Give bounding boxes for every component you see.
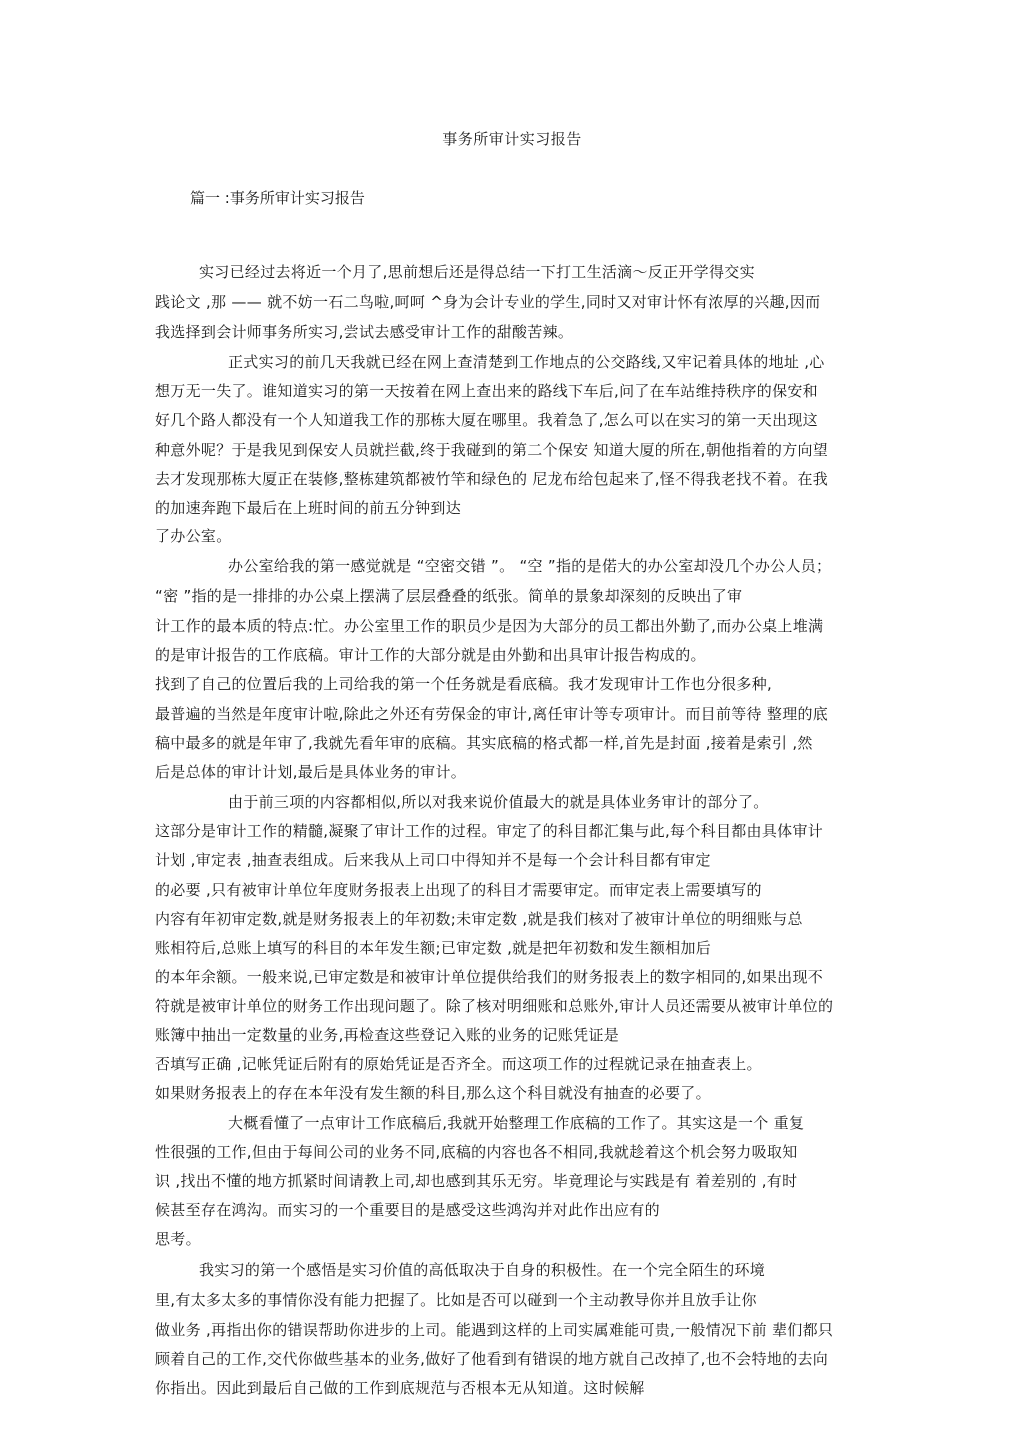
text-line: 内容有年初审定数,就是财务报表上的年初数;未审定数 ,就是我们核对了被审计单位的明细账与总 bbox=[155, 910, 803, 928]
text-line: 想万无一失了。谁知道实习的第一天按着在网上查出来的路线下车后,问了在车站维持秩序的保安和 bbox=[155, 382, 818, 400]
text-line: 的加速奔跑下最后在上班时间的前五分钟到达 bbox=[155, 499, 462, 517]
text-line: 做业务 ,再指出你的错误帮助你进步的上司。能遇到这样的上司实属难能可贵,一般情况下前 辈们都只 bbox=[155, 1321, 834, 1339]
text-line: 否填写正确 ,记帐凭证后附有的原始凭证是否齐全。而这项工作的过程就记录在抽查表上。 bbox=[155, 1055, 762, 1073]
text-line: 实习已经过去将近一个月了,思前想后还是得总结一下打工生活滴～反正开学得交实 bbox=[199, 263, 755, 281]
text-line: 顾着自己的工作,交代你做些基本的业务,做好了他看到有错误的地方就自己改掉了,也不会特地的去向 bbox=[155, 1350, 829, 1368]
text-line: 的必要 ,只有被审计单位年度财务报表上出现了的科目才需要审定。而审定表上需要填写的 bbox=[155, 881, 762, 899]
text-line: 大概看懂了一点审计工作底稿后,我就开始整理工作底稿的工作了。其实这是一个 重复 bbox=[228, 1114, 805, 1132]
text-line: 计划 ,审定表 ,抽查表组成。后来我从上司口中得知并不是每一个会计科目都有审定 bbox=[155, 851, 711, 869]
text-line: 办公室给我的第一感觉就是 “空密交错 ”。 “空 ”指的是偌大的办公室却没几个办公人员； bbox=[228, 557, 832, 575]
text-line: 这部分是审计工作的精髓,凝聚了审计工作的过程。审定了的科目都汇集与此,每个科目都由具体审计 bbox=[155, 822, 824, 840]
text-line: 好几个路人都没有一个人知道我工作的那栋大厦在哪里。我着急了,怎么可以在实习的第一天出现这 bbox=[155, 411, 818, 429]
text-line: 找到了自己的位置后我的上司给我的第一个任务就是看底稿。我才发现审计工作也分很多种, bbox=[155, 675, 773, 693]
text-line: 里,有太多太多的事情你没有能力把握了。比如是否可以碰到一个主动教导你并且放手让你 bbox=[155, 1291, 757, 1309]
text-line: 了办公室。 bbox=[155, 527, 232, 545]
text-line: 的是审计报告的工作底稿。审计工作的大部分就是由外勤和出具审计报告构成的。 bbox=[155, 646, 706, 664]
text-line: 我实习的第一个感悟是实习价值的高低取决于自身的积极性。在一个完全陌生的环境 bbox=[199, 1261, 766, 1279]
text-line: “密 ”指的是一排排的办公桌上摆满了层层叠叠的纸张。简单的景象却深刻的反映出了审 bbox=[155, 587, 743, 605]
text-line: 稿中最多的就是年审了,我就先看年审的底稿。其实底稿的格式都一样,首先是封面 ,接着是索引 ,然 bbox=[155, 734, 813, 752]
text-line: 正式实习的前几天我就已经在网上查清楚到工作地点的公交路线,又牢记着具体的地址 ,心 bbox=[228, 353, 825, 371]
text-line: 计工作的最本质的特点:忙。办公室里工作的职员少是因为大部分的员工都出外勤了,而办公桌上堆满 bbox=[155, 617, 824, 635]
text-line: 由于前三项的内容都相似,所以对我来说价值最大的就是具体业务审计的部分了。 bbox=[228, 793, 769, 811]
text-line: 我选择到会计师事务所实习,尝试去感受审计工作的甜酸苦辣。 bbox=[155, 323, 574, 341]
text-line: 后是总体的审计计划,最后是具体业务的审计。 bbox=[155, 763, 467, 781]
text-line: 践论文 ,那 —— 就不妨一石二鸟啦,呵呵 ^身为会计专业的学生,同时又对审计怀有浓厚的兴趣,因而 bbox=[155, 293, 821, 311]
document-subtitle: 篇一 :事务所审计实习报告 bbox=[190, 189, 365, 207]
text-line: 最普遍的当然是年度审计啦,除此之外还有劳保金的审计,离任审计等专项审计。而目前等待 整理的底 bbox=[155, 705, 829, 723]
text-line: 候甚至存在鸿沟。而实习的一个重要目的是感受这些鸿沟并对此作出应有的 bbox=[155, 1201, 660, 1219]
text-line: 性很强的工作,但由于每间公司的业务不同,底稿的内容也各不相同,我就趁着这个机会努力吸取知 bbox=[155, 1143, 798, 1161]
text-line: 账相符后,总账上填写的科目的本年发生额;已审定数 ,就是把年初数和发生额相加后 bbox=[155, 939, 712, 957]
text-line: 符就是被审计单位的财务工作出现问题了。除了核对明细账和总账外,审计人员还需要从被审计单位的 bbox=[155, 997, 834, 1015]
text-line: 种意外呢？于是我见到保安人员就拦截,终于我碰到的第二个保安 知道大厦的所在,朝他指着的方向望 bbox=[155, 441, 829, 459]
text-line: 的本年余额。一般来说,已审定数是和被审计单位提供给我们的财务报表上的数字相同的,如果出现不 bbox=[155, 968, 824, 986]
document-title: 事务所审计实习报告 bbox=[442, 130, 582, 148]
text-line: 你指出。因此到最后自己做的工作到底规范与否根本无从知道。这时候解 bbox=[155, 1379, 645, 1397]
text-line: 思考。 bbox=[155, 1230, 201, 1248]
text-line: 账簿中抽出一定数量的业务,再检查这些登记入账的业务的记账凭证是 bbox=[155, 1026, 620, 1044]
text-line: 如果财务报表上的存在本年没有发生额的科目,那么这个科目就没有抽查的必要了。 bbox=[155, 1084, 711, 1102]
text-line: 去才发现那栋大厦正在装修,整栋建筑都被竹竿和绿色的 尼龙布给包起来了,怪不得我老找不着。在我 bbox=[155, 470, 829, 488]
text-line: 识 ,找出不懂的地方抓紧时间请教上司,却也感到其乐无穷。毕竟理论与实践是有 着差别的 ,有时 bbox=[155, 1172, 798, 1190]
